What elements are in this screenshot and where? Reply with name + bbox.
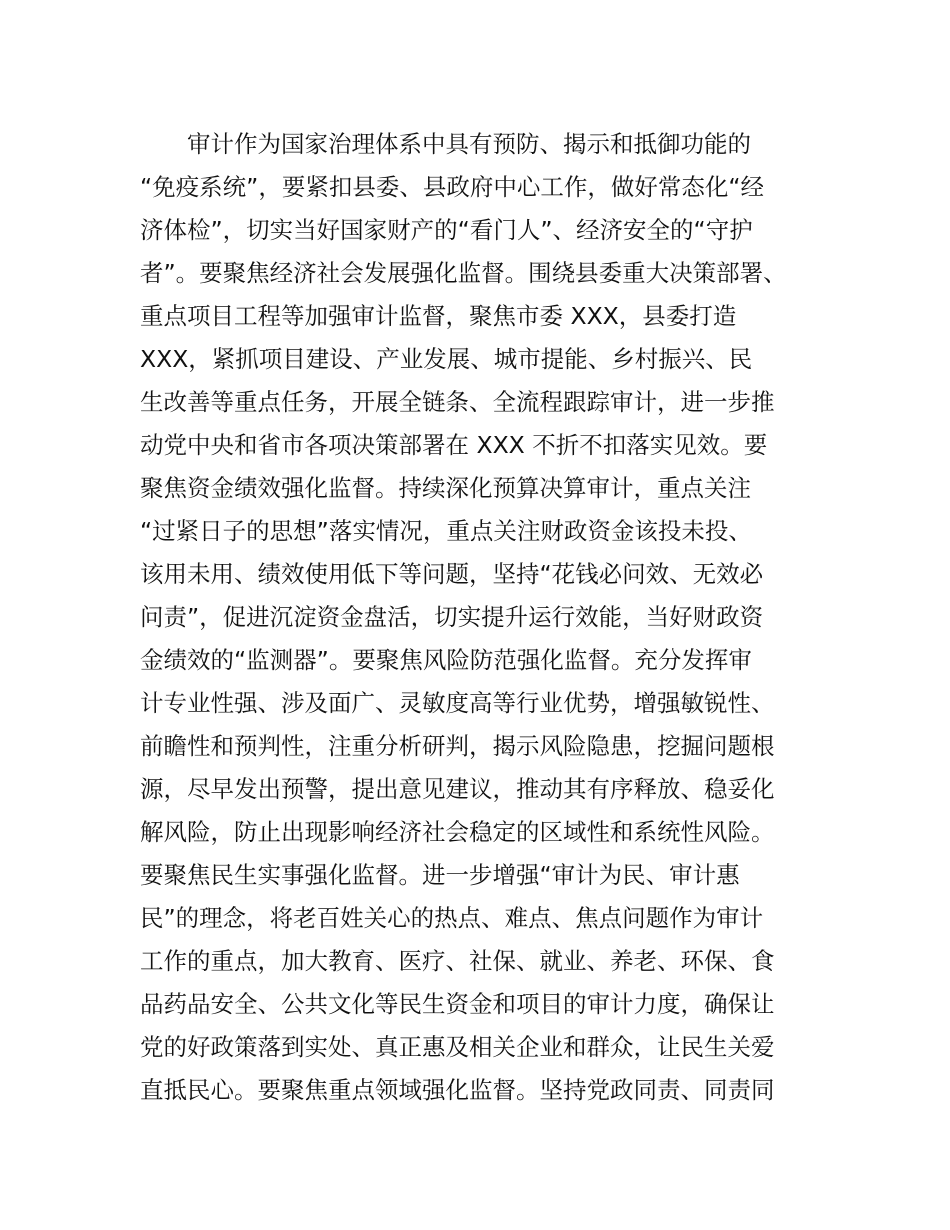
text-line: 解风险，防止出现影响经济社会稳定的区域性和系统性风险。	[140, 818, 775, 846]
text-line: XXX，紧抓项目建设、产业发展、城市提能、乡村振兴、民	[140, 345, 753, 373]
text-line: 要聚焦民生实事强化监督。进一步增强“审计为民、审计惠	[140, 861, 740, 889]
text-line: 品药品安全、公共文化等民生资金和项目的审计力度，确保让	[140, 990, 775, 1018]
text-line: 党的好政策落到实处、真正惠及相关企业和群众，让民生关爱	[140, 1033, 775, 1061]
text-line: 计专业性强、涉及面广、灵敏度高等行业优势，增强敏锐性、	[140, 689, 775, 717]
text-line: 问责”，促进沉淀资金盘活，切实提升运行效能，当好财政资	[140, 603, 764, 631]
text-line: 济体检”，切实当好国家财产的“看门人”、经济安全的“守护	[140, 216, 753, 244]
body-paragraph	[140, 123, 820, 1112]
text-line: 重点项目工程等加强审计监督，聚焦市委 XXX，县委打造	[140, 302, 737, 330]
text-line: 前瞻性和预判性，注重分析研判，揭示风险隐患，挖掘问题根	[140, 732, 775, 760]
text-line: 该用未用、绩效使用低下等问题，坚持“花钱必问效、无效必	[140, 560, 764, 588]
text-line: 动党中央和省市各项决策部署在 XXX 不折不扣落实见效。要	[140, 431, 768, 459]
text-line: “过紧日子的思想”落实情况，重点关注财政资金该投未投、	[140, 517, 752, 545]
text-line: 聚焦资金绩效强化监督。持续深化预算决算审计，重点关注	[140, 474, 751, 502]
text-line: 源，尽早发出预警，提出意见建议，推动其有序释放、稳妥化	[140, 775, 775, 803]
text-line: 民”的理念，将老百姓关心的热点、难点、焦点问题作为审计	[140, 904, 764, 932]
text-line: 金绩效的“监测器”。要聚焦风险防范强化监督。充分发挥审	[140, 646, 752, 674]
text-line: 直抵民心。要聚焦重点领域强化监督。坚持党政同责、同责同	[140, 1076, 775, 1104]
text-line: 工作的重点，加大教育、医疗、社保、就业、养老、环保、食	[140, 947, 775, 975]
text-line: “免疫系统”，要紧扣县委、县政府中心工作，做好常态化“经	[140, 173, 765, 201]
text-line: 生改善等重点任务，开展全链条、全流程跟踪审计，进一步推	[140, 388, 775, 416]
text-line: 者”。要聚焦经济社会发展强化监督。围绕县委重大决策部署、	[140, 259, 787, 287]
text-line: 审计作为国家治理体系中具有预防、揭示和抵御功能的	[140, 130, 751, 158]
